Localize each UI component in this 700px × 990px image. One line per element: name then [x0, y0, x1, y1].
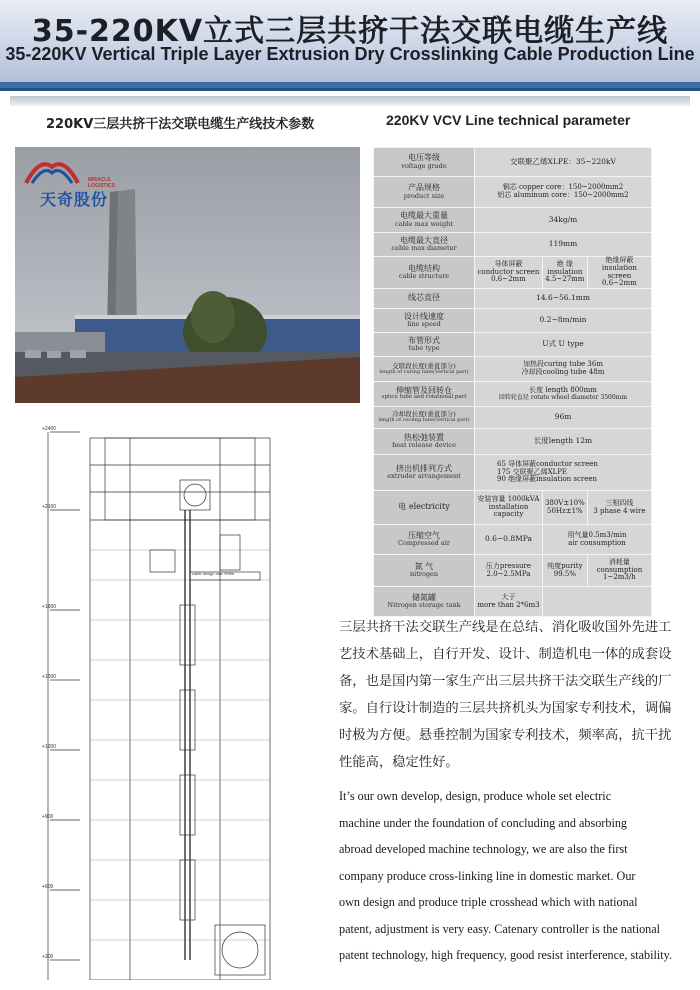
electricity-label-en: electricity — [408, 502, 450, 512]
table-row — [374, 177, 652, 208]
param-value: 119mm — [475, 233, 652, 257]
structure-value: 4.5~27mm — [545, 275, 585, 284]
table-row — [374, 491, 652, 525]
param-value: 96m — [475, 407, 652, 429]
param-value: 380V±10% — [544, 498, 585, 507]
param-value: 三相四线 — [605, 498, 634, 507]
param-label: 压缩空气 — [408, 530, 440, 540]
param-value: 长度length 12m — [475, 429, 652, 455]
param-label — [376, 503, 472, 512]
table-row — [374, 429, 652, 455]
param-value: 铝芯 aluminum core：150~2000mm2 — [497, 191, 629, 199]
param-value: 长度 length 800mm — [529, 385, 597, 394]
param-value: 消耗量consumption — [596, 558, 643, 574]
param-label-en: cable max weight — [395, 219, 453, 228]
param-label-en: heat release device — [392, 441, 456, 450]
param-value: 0.6~0.8MPa — [475, 525, 543, 555]
description-line: 艺技术基础上，自行开发、设计、制造机电一体的成套设 — [339, 647, 672, 662]
level-label: +2100 — [42, 504, 57, 510]
table-row — [374, 587, 652, 617]
title-banner — [0, 0, 700, 91]
param-value: U式 U type — [475, 333, 652, 357]
param-value: 1~2m3/h — [603, 573, 636, 582]
table-row — [374, 309, 652, 333]
param-value: 大于 — [501, 592, 516, 601]
structure-cell: 导体屏蔽 — [494, 260, 523, 269]
param-label: 设计线速度 — [404, 311, 444, 321]
section-title-en: 220KV VCV Line technical parameter — [386, 112, 631, 128]
electricity-label-cn: 电 — [398, 502, 407, 512]
empty-cell — [542, 587, 651, 617]
page-title-en: 35-220KV Vertical Triple Layer Extrusion Dry Crosslinking Cable Production Line — [5, 44, 695, 64]
table-row — [374, 289, 652, 309]
description-line: 时极为方便。悬垂控制为国家专利技术，频率高，抗干扰 — [339, 728, 672, 743]
param-label-en: product size — [403, 191, 445, 200]
param-label: 产品规格 — [408, 183, 440, 193]
param-label: 冷却段长度(垂直部分) — [392, 410, 456, 419]
param-value: 回转轮直径 rotate wheel diameter 3500mm — [498, 393, 628, 401]
param-label: 储氮罐 — [412, 592, 436, 602]
param-value: more than 2*6m3 — [477, 600, 540, 609]
param-value: 压力pressure — [485, 561, 532, 570]
param-value: 2.0~2.5MPa — [486, 569, 531, 578]
structure-value: 0.6~2mm — [602, 279, 637, 288]
param-label-en: cable structure — [398, 272, 450, 281]
drawing-note: cable design max 900m — [192, 571, 235, 576]
level-label: +1800 — [42, 604, 57, 610]
table-row — [374, 525, 652, 555]
structure-cell-en: insulation screen — [601, 263, 637, 280]
param-label-en: line speed — [407, 320, 441, 329]
divider-strip — [10, 96, 690, 106]
logo-text-cn: 天奇股份 — [40, 190, 109, 209]
tower-elevation-drawing — [40, 420, 340, 980]
table-row — [374, 208, 652, 233]
table-row — [374, 333, 652, 357]
section-title-cn: 220KV三层共挤干法交联电缆生产线技术参数 — [46, 117, 315, 132]
description-line: machine under the foundation of concluding and absorbing — [339, 815, 628, 830]
level-label: +900 — [42, 814, 54, 820]
param-value: 加热段curing tube 36m — [523, 360, 603, 369]
param-label: 伸缩管及回转仓 — [396, 385, 452, 395]
param-value: 175 交联聚乙烯XLPE — [497, 467, 568, 476]
param-label: 交联段长度(垂直部分) — [392, 361, 456, 370]
param-value: 34kg/m — [475, 208, 652, 233]
param-label-en: voltage grade — [401, 161, 447, 170]
table-row — [374, 148, 652, 177]
param-value: air consumption — [568, 538, 626, 547]
param-label-en: cable max diameter — [391, 244, 457, 253]
param-label-en: Compressed air — [398, 539, 450, 548]
param-label-en: splice tube and rotational part — [381, 394, 467, 401]
param-label: 挤出机排列方式 — [396, 463, 452, 473]
param-value: 用气量0.5m3/min — [567, 530, 627, 539]
param-label: 氮 气 — [414, 561, 434, 571]
param-label: 热松弛装置 — [404, 432, 444, 442]
description-line: 备，也是国内第一家生产出三层共挤干法交联生产线的厂 — [339, 674, 672, 689]
page-title-cn: 35-220KV立式三层共挤干法交联电缆生产线 — [31, 14, 669, 49]
description-line: 性能高，稳定性好。 — [339, 755, 459, 770]
table-row — [374, 555, 652, 587]
level-label: +1500 — [42, 674, 57, 680]
param-label: 电缆最大直径 — [400, 235, 448, 245]
description-line: own design and produce triple crosshead which with national — [339, 895, 638, 909]
table-row — [374, 407, 652, 429]
table-row — [374, 382, 652, 407]
description-line: 家。自行设计制造的三层共挤机头为国家专利技术，调偏 — [339, 701, 672, 716]
description-cn — [339, 614, 679, 776]
table-row — [374, 233, 652, 257]
param-value: 纯度purity — [547, 561, 583, 570]
param-label: 线芯直径 — [408, 293, 440, 303]
description-en — [339, 783, 679, 969]
logo-text-en: MIRACLE LOGISTICS — [88, 177, 115, 189]
param-label: 布管形式 — [408, 335, 440, 345]
param-label-en: Nitrogen storage tank — [387, 601, 461, 610]
description-line: abroad developed machine technology, we are also the first — [339, 842, 628, 856]
param-value: 冷却段cooling tube 48m — [521, 368, 605, 376]
description-line: patent technology, high frequency, good resist interference, stability. — [339, 948, 673, 962]
tech-parameter-table — [373, 147, 652, 617]
level-label: +600 — [42, 884, 54, 890]
param-value: 65 导体屏蔽conductor screen — [497, 460, 598, 469]
param-label-en: length of curing tube(Vertical part) — [379, 368, 469, 375]
param-value: 铜芯 copper core：150~2000mm2 — [502, 183, 624, 192]
param-label-en: extruder arrangement — [387, 472, 461, 481]
param-value: 安装容量 1000kVA — [477, 495, 540, 504]
description-line: patent, adjustment is very easy. Catenary controller is the national — [339, 921, 661, 936]
param-label: 电压等级 — [408, 153, 440, 163]
structure-value: 0.6~2mm — [491, 275, 526, 284]
param-label-en: length of cooling tube(Vertical part) — [378, 417, 470, 424]
structure-cell: 绝 缘 — [556, 260, 573, 269]
param-value: 0.2~8m/min — [475, 309, 652, 333]
table-row — [374, 455, 652, 491]
company-logo — [22, 153, 122, 213]
description-line: 三层共挤干法交联生产线是在总结、消化吸收国外先进工 — [339, 620, 672, 635]
param-value: installation capacity — [488, 502, 529, 519]
structure-cell-en: conductor screen — [477, 267, 540, 276]
level-label: +300 — [42, 954, 54, 960]
level-label: +2400 — [42, 426, 57, 432]
param-value: 99.5% — [553, 569, 576, 578]
table-row — [374, 357, 652, 382]
description-line: It’s our own develop, design, produce whole set electric — [339, 789, 612, 803]
param-value: 交联聚乙烯XLPE：35~220kV — [475, 148, 652, 177]
param-label-en: nitrogen — [409, 570, 439, 579]
table-row — [374, 257, 652, 289]
param-value: 90 绝缘屏蔽insulation screen — [497, 475, 598, 484]
param-label-en: tube type — [408, 344, 440, 353]
param-label: 电缆结构 — [408, 263, 440, 273]
level-label: +1200 — [42, 744, 57, 750]
param-value: 14.6~56.1mm — [475, 289, 652, 309]
param-value: 50Hz±1% — [547, 506, 583, 515]
description-line: company produce cross-linking line in domestic market. Our — [339, 868, 636, 883]
structure-cell: 绝缘屏蔽 — [605, 256, 634, 265]
param-value: 3 phase 4 wire — [593, 506, 646, 515]
param-label: 电缆最大重量 — [400, 211, 448, 221]
structure-cell-en: insulation — [547, 267, 583, 276]
